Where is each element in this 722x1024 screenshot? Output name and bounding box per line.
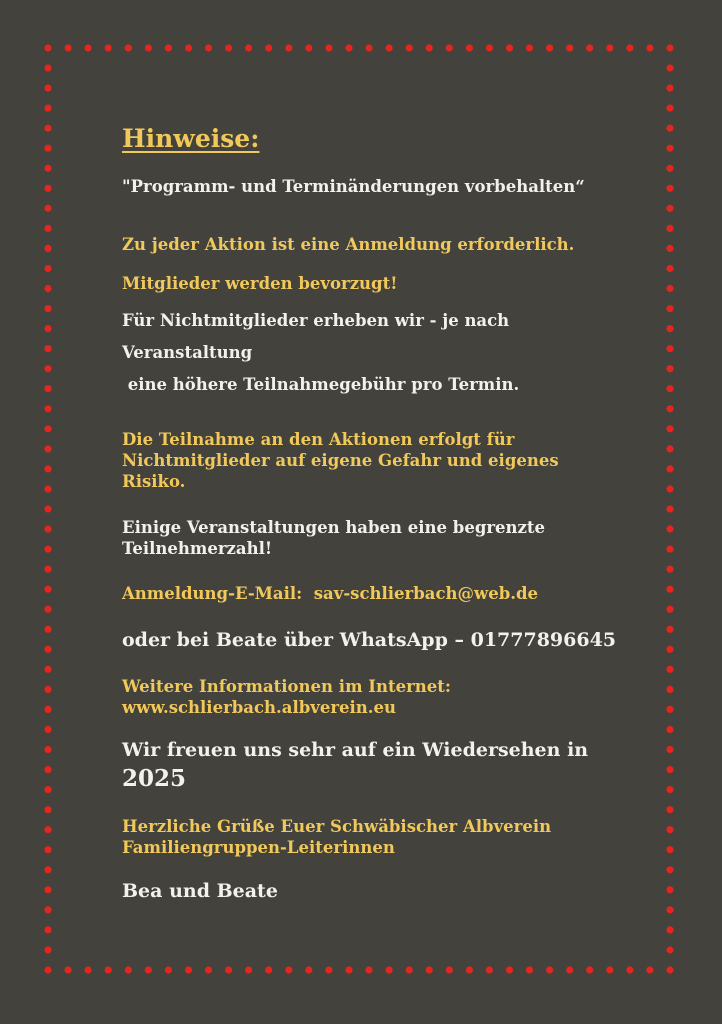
- border-dot: [44, 686, 51, 693]
- border-dot: [44, 546, 51, 553]
- border-dot: [666, 766, 673, 773]
- border-dot: [65, 44, 72, 51]
- border-dot: [145, 966, 152, 973]
- border-dot: [185, 44, 192, 51]
- reservation-note: "Programm- und Terminänderungen vorbehalten“: [122, 177, 585, 196]
- border-dot: [44, 64, 51, 71]
- border-dot: [44, 886, 51, 893]
- border-dot: [44, 165, 51, 172]
- border-dot: [44, 806, 51, 813]
- website-link[interactable]: www.schlierbach.albverein.eu: [122, 698, 397, 717]
- border-dot: [666, 786, 673, 793]
- border-dot: [646, 44, 653, 51]
- border-dot: [426, 44, 433, 51]
- border-dot: [44, 345, 51, 352]
- border-dot: [666, 806, 673, 813]
- border-dot: [406, 966, 413, 973]
- border-dot: [44, 305, 51, 312]
- border-dot: [44, 505, 51, 512]
- border-dot: [44, 105, 51, 112]
- border-dot: [666, 886, 673, 893]
- border-dot: [666, 646, 673, 653]
- notice-heading: Hinweise:: [122, 124, 260, 153]
- border-dot: [626, 44, 633, 51]
- border-dot: [386, 44, 393, 51]
- border-dot: [44, 966, 51, 973]
- border-dot: [44, 425, 51, 432]
- border-dot: [44, 44, 51, 51]
- border-dot: [446, 966, 453, 973]
- border-dot: [305, 44, 312, 51]
- info-label: Weitere Informationen im Internet:: [122, 677, 452, 696]
- border-dot: [666, 225, 673, 232]
- border-dot: [666, 746, 673, 753]
- border-dot: [44, 485, 51, 492]
- border-dot: [666, 706, 673, 713]
- border-dot: [44, 325, 51, 332]
- border-dot: [44, 85, 51, 92]
- border-dot: [285, 44, 292, 51]
- border-dot: [486, 44, 493, 51]
- border-dot: [325, 966, 332, 973]
- border-dot: [345, 44, 352, 51]
- border-dot: [666, 285, 673, 292]
- border-dot: [506, 44, 513, 51]
- border-dot: [44, 866, 51, 873]
- border-dot: [44, 646, 51, 653]
- registration-required: Zu jeder Aktion ist eine Anmeldung erforderlich.: [122, 235, 575, 254]
- risk-note: Die Teilnahme an den Aktionen erfolgt für Nichtmitglieder auf eigene Gefahr und eigenes Risiko.: [122, 430, 559, 491]
- border-dot: [44, 525, 51, 532]
- border-dot: [65, 966, 72, 973]
- border-dot: [44, 405, 51, 412]
- border-dot: [606, 966, 613, 973]
- border-dot: [44, 365, 51, 372]
- fee-line-1: Für Nichtmitglieder erheben wir - je nach: [122, 311, 510, 330]
- border-dot: [666, 926, 673, 933]
- border-dot: [666, 666, 673, 673]
- signature: Bea und Beate: [122, 880, 278, 902]
- border-dot: [666, 726, 673, 733]
- border-dot: [666, 405, 673, 412]
- border-dot: [44, 906, 51, 913]
- border-dot: [165, 44, 172, 51]
- border-dot: [265, 966, 272, 973]
- border-dot: [44, 385, 51, 392]
- members-preferred: Mitglieder werden bevorzugt!: [122, 274, 398, 293]
- border-dot: [566, 966, 573, 973]
- border-dot: [606, 44, 613, 51]
- border-dot: [666, 546, 673, 553]
- border-dot: [44, 205, 51, 212]
- border-dot: [586, 44, 593, 51]
- border-dot: [44, 265, 51, 272]
- border-dot: [526, 966, 533, 973]
- year: 2025: [122, 765, 187, 792]
- border-dot: [406, 44, 413, 51]
- fee-line-2: Veranstaltung: [122, 343, 253, 362]
- border-dot: [44, 826, 51, 833]
- border-dot: [185, 966, 192, 973]
- see-you-text: Wir freuen uns sehr auf ein Wiedersehen in: [122, 739, 589, 761]
- border-dot: [165, 966, 172, 973]
- border-dot: [666, 445, 673, 452]
- border-dot: [205, 44, 212, 51]
- border-dot: [546, 966, 553, 973]
- border-dot: [125, 966, 132, 973]
- border-dot: [44, 465, 51, 472]
- border-dot: [466, 966, 473, 973]
- border-dot: [305, 966, 312, 973]
- border-dot: [666, 606, 673, 613]
- border-dot: [426, 966, 433, 973]
- border-dot: [44, 706, 51, 713]
- border-dot: [44, 285, 51, 292]
- border-dot: [265, 44, 272, 51]
- fee-line-3: eine höhere Teilnahmegebühr pro Termin.: [122, 375, 520, 394]
- email-label: Anmeldung-E-Mail:: [122, 584, 303, 603]
- email-line: [122, 583, 538, 604]
- border-dot: [85, 44, 92, 51]
- whatsapp-contact: oder bei Beate über WhatsApp – 01777896645: [122, 629, 617, 651]
- border-dot: [85, 966, 92, 973]
- border-dot: [666, 946, 673, 953]
- border-dot: [666, 265, 673, 272]
- border-dot: [285, 966, 292, 973]
- border-dot: [666, 866, 673, 873]
- border-dot: [44, 566, 51, 573]
- email-address[interactable]: sav-schlierbach@web.de: [313, 584, 539, 603]
- border-dot: [666, 626, 673, 633]
- border-dot: [666, 245, 673, 252]
- border-dot: [44, 606, 51, 613]
- border-dot: [666, 846, 673, 853]
- border-dot: [546, 44, 553, 51]
- border-dot: [666, 425, 673, 432]
- border-dot: [44, 926, 51, 933]
- limited-participants: Einige Veranstaltungen haben eine begrenzte Teilnehmerzahl!: [122, 518, 546, 558]
- border-dot: [666, 345, 673, 352]
- border-dot: [44, 245, 51, 252]
- border-dot: [666, 906, 673, 913]
- border-dot: [44, 145, 51, 152]
- border-dot: [125, 44, 132, 51]
- border-dot: [526, 44, 533, 51]
- border-dot: [44, 786, 51, 793]
- border-dot: [44, 185, 51, 192]
- border-dot: [44, 946, 51, 953]
- border-dot: [44, 726, 51, 733]
- border-dot: [446, 44, 453, 51]
- border-dot: [666, 365, 673, 372]
- border-dot: [666, 465, 673, 472]
- border-dot: [44, 225, 51, 232]
- border-dot: [105, 44, 112, 51]
- border-dot: [666, 686, 673, 693]
- border-dot: [105, 966, 112, 973]
- border-dot: [225, 966, 232, 973]
- border-dot: [666, 485, 673, 492]
- border-dot: [245, 44, 252, 51]
- border-dot: [666, 85, 673, 92]
- border-dot: [325, 44, 332, 51]
- border-dot: [365, 44, 372, 51]
- border-dot: [666, 185, 673, 192]
- border-dot: [145, 44, 152, 51]
- border-dot: [566, 44, 573, 51]
- border-dot: [666, 525, 673, 532]
- border-dot: [666, 325, 673, 332]
- border-dot: [245, 966, 252, 973]
- border-dot: [466, 44, 473, 51]
- border-dot: [44, 846, 51, 853]
- border-dot: [666, 145, 673, 152]
- border-dot: [666, 205, 673, 212]
- border-dot: [646, 966, 653, 973]
- border-dot: [205, 966, 212, 973]
- border-dot: [666, 826, 673, 833]
- border-dot: [44, 445, 51, 452]
- border-dot: [486, 966, 493, 973]
- border-dot: [666, 505, 673, 512]
- border-dot: [44, 666, 51, 673]
- border-dot: [44, 746, 51, 753]
- border-dot: [666, 586, 673, 593]
- border-dot: [666, 165, 673, 172]
- border-dot: [586, 966, 593, 973]
- border-dot: [225, 44, 232, 51]
- border-dot: [666, 64, 673, 71]
- border-dot: [666, 385, 673, 392]
- greeting: Herzliche Grüße Euer Schwäbischer Albverein Familiengruppen-Leiterinnen: [122, 817, 552, 857]
- border-dot: [506, 966, 513, 973]
- border-dot: [44, 125, 51, 132]
- border-dot: [666, 44, 673, 51]
- border-dot: [666, 305, 673, 312]
- border-dot: [666, 125, 673, 132]
- border-dot: [345, 966, 352, 973]
- border-dot: [666, 105, 673, 112]
- border-dot: [626, 966, 633, 973]
- border-dot: [386, 966, 393, 973]
- border-dot: [44, 626, 51, 633]
- border-dot: [666, 966, 673, 973]
- border-dot: [44, 586, 51, 593]
- border-dot: [365, 966, 372, 973]
- border-dot: [44, 766, 51, 773]
- border-dot: [666, 566, 673, 573]
